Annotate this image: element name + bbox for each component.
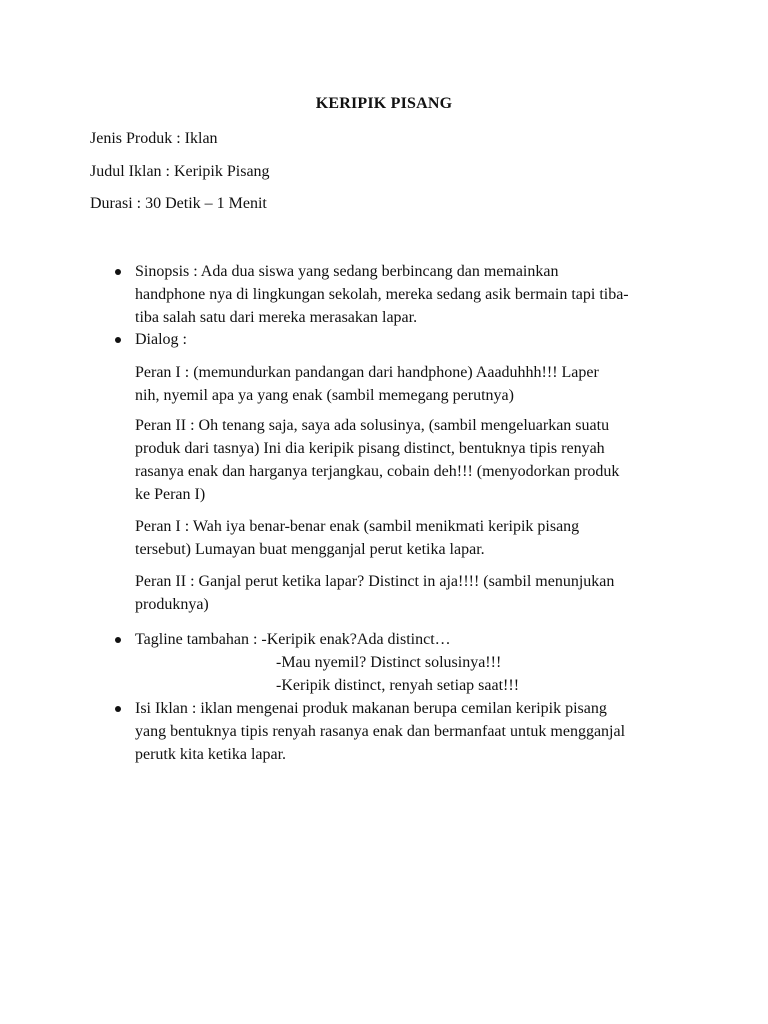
- dialog-line: Peran I : (memundurkan pandangan dari handphone) Aaaduhhh!!! Laper nih, nyemil apa ya yang enak (sambil memegang perutnya): [135, 364, 599, 404]
- dialog-label: Dialog :: [135, 331, 187, 348]
- document-title: KERIPIK PISANG: [315, 95, 453, 112]
- dialog-line: Peran I : Wah iya benar-benar enak (sambil menikmati keripik pisang tersebut) Lumayan buat mengganjal perut ketika lapar.: [135, 518, 580, 558]
- duration: Durasi : 30 Detik – 1 Menit: [90, 195, 267, 212]
- dialog-line: Peran II : Ganjal perut ketika lapar? Distinct in aja!!!! (sambil menunjukan produknya): [135, 573, 615, 613]
- isi-iklan-text: Isi Iklan : iklan mengenai produk makanan berupa cemilan keripik pisang yang bentuknya tipis renyah rasanya enak dan bermanfaat untuk mengganjal perutk kita ketika lapar.: [135, 700, 626, 763]
- dialog-line: Peran II : Oh tenang saja, saya ada solusinya, (sambil mengeluarkan suatu produk dari tasnya) Ini dia keripik pisang distinct, bentuknya tipis renyah rasanya enak dan harganya terjangkau, cobain deh!!! (menyodorkan produk ke Peran I): [135, 417, 620, 503]
- tagline-item: -Keripik distinct, renyah setiap saat!!!: [276, 677, 520, 694]
- tagline-item: -Mau nyemil? Distinct solusinya!!!: [276, 654, 502, 671]
- product-type: Jenis Produk : Iklan: [90, 130, 218, 147]
- bullet-icon: [115, 637, 121, 643]
- bullet-icon: [115, 706, 121, 712]
- bullet-icon: [115, 337, 121, 343]
- tagline-label: Tagline tambahan : -Keripik enak?Ada distinct…: [135, 631, 451, 648]
- ad-title: Judul Iklan : Keripik Pisang: [90, 163, 270, 180]
- bullet-icon: [115, 269, 121, 275]
- sinopsis-text: Sinopsis : Ada dua siswa yang sedang berbincang dan memainkan handphone nya di lingkungan sekolah, mereka sedang asik bermain tapi tiba- tiba salah satu dari mereka merasakan lapar.: [135, 263, 629, 326]
